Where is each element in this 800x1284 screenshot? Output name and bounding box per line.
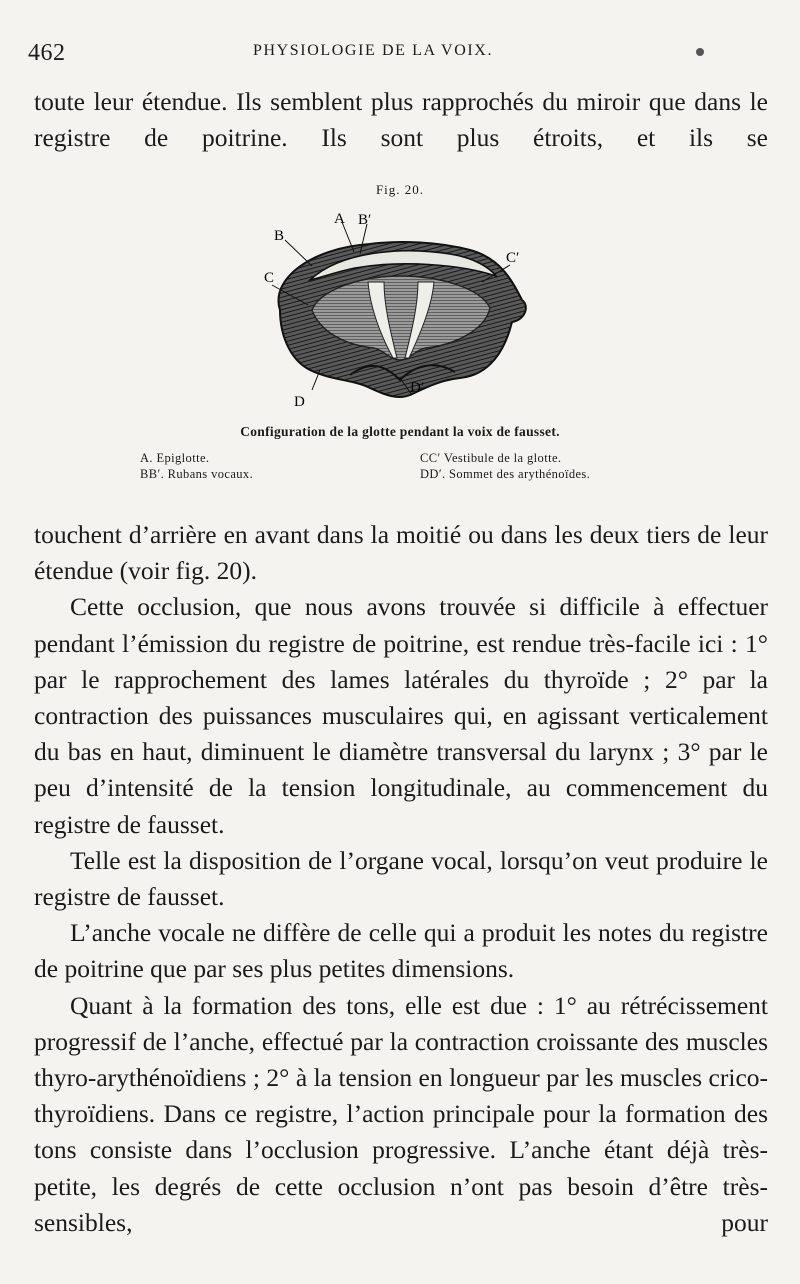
paragraph: toute leur étendue. Ils semblent plus rapprochés du miroir que dans le registre de poitrine. Ils sont plus étroits, et ils se — [34, 87, 768, 153]
label-a: A — [334, 211, 345, 227]
figure-caption: Configuration de la glotte pendant la voix de fausset. — [240, 424, 560, 439]
figure-20 — [120, 182, 680, 492]
label-d-right: D′ — [410, 380, 425, 396]
legend-right — [420, 450, 590, 482]
text-block-top — [34, 84, 768, 156]
figure-label: Fig. 20. — [375, 182, 425, 197]
ink-dot — [696, 48, 704, 56]
paragraph: L’anche vocale ne diffère de celle qui a produit les notes du registre de poitrine que par ses plus petites dimensions. — [34, 918, 768, 984]
text-block-bottom — [34, 517, 768, 1241]
page-number: 462 — [28, 40, 66, 66]
paragraph: touchent d’arrière en avant dans la moitié ou dans les deux tiers de leur étendue (voir fig. 20). — [34, 520, 768, 586]
paragraph: Cette occlusion, que nous avons trouvée si difficile à effectuer pendant l’émission du registre de poitrine, est rendue très-facile ici : 1° par le rapprochement des lames latérales du thyroïde ; 2° par la contraction des puissances musculaires qui, en agissant verticalement du bas en haut, diminuent le diamètre transversal du larynx ; 3° par le peu d’intensité de la tension longitudinale, au commencement du registre de fausset. — [34, 592, 768, 839]
label-d-left: D — [294, 394, 305, 410]
glottis-illustration — [250, 210, 550, 425]
label-b-left: B — [274, 228, 285, 244]
legend-item: DD′. Sommet des arythénoïdes. — [420, 467, 591, 481]
legend-left — [140, 450, 253, 482]
paragraph: Telle est la disposition de l’organe vocal, lorsqu’on veut produire le registre de fausset. — [34, 845, 768, 912]
paragraph: Quant à la formation des tons, elle est due : 1° au rétrécissement progressif de l’anche, effectué par la contraction croissante des muscles thyro-arythénoïdiens ; 2° à la tension en longueur par les muscles crico-thyroïdiens. Dans ce registre, l’action principale pour la formation des tons consiste dans l’occlusion progressive. L’anche étant déjà très-petite, les degrés de cette occlusion n’ont pas besoin d’être très-sensibles, pour — [34, 990, 768, 1237]
label-c-left: C — [264, 270, 275, 286]
running-title: PHYSIOLOGIE DE LA VOIX. — [253, 42, 494, 59]
page-header — [28, 36, 768, 76]
legend-item: A. Epiglotte. — [140, 451, 210, 465]
legend-item: BB′. Rubans vocaux. — [140, 467, 254, 481]
legend-item: CC′ Vestibule de la glotte. — [420, 451, 562, 465]
label-c-right: C′ — [506, 250, 520, 266]
label-b-right: B′ — [358, 212, 372, 228]
